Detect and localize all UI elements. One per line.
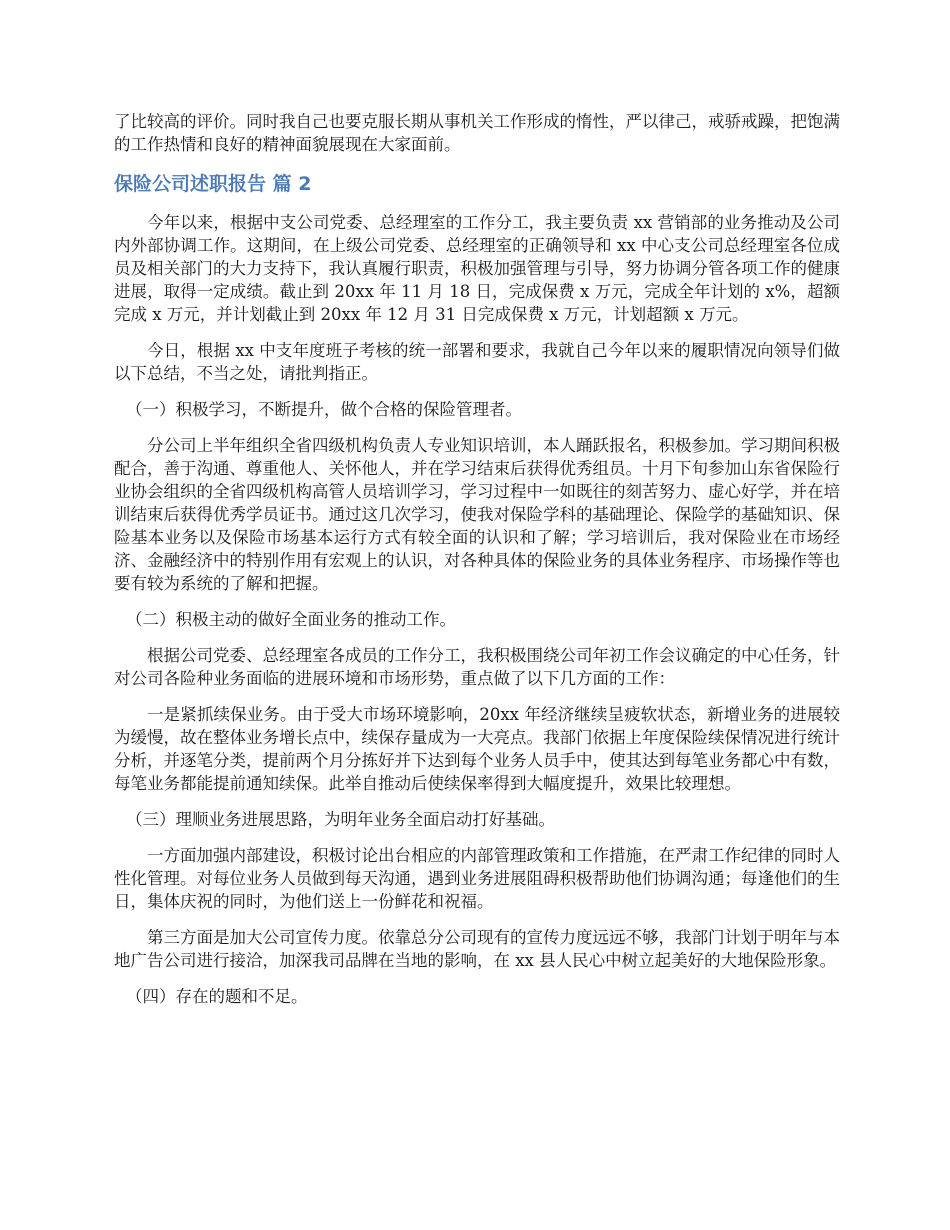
body-paragraph: 根据公司党委、总经理室各成员的工作分工，我积极围绕公司年初工作会议确定的中心任务，针对公司各险种业务面临的进展环境和市场形势，重点做了以下几方面的工作： — [114, 646, 840, 688]
body-paragraph: 分公司上半年组织全省四级机构负责人专业知识培训，本人踊跃报名，积极参加。学习期间积极配合，善于沟通、尊重他人、关怀他人，并在学习结束后获得优秀组员。十月下旬参加山东省保险行业协会组织的全省四级机构高管人员培训学习，学习过程中一如既往的刻苦努力、虚心好学，并在培训结束后获得优秀学员证书。通过这几次学习，使我对保险学科的基础理论、保险学的基础知识、保险基本业务以及保险市场基本运行方式有较全面的认识和了解；学习培训后，我对保险业在市场经济、金融经济中的特别作用有宏观上的认识，对各种具体的保险业务的具体业务程序、市场操作等也要有较为系统的了解和把握。 — [114, 436, 840, 593]
intro-paragraph: 了比较高的评价。同时我自己也要克服长期从事机关工作形成的惰性，严以律己，戒骄戒躁，把饱满的工作热情和良好的精神面貌展现在大家面前。 — [114, 112, 840, 154]
body-paragraph: 一方面加强内部建设，积极讨论出台相应的内部管理政策和工作措施，在严肃工作纪律的同时人性化管理。对每位业务人员做到每天沟通，遇到业务进展阻碍积极帮助他们协调沟通；每逢他们的生日，集体庆祝的同时，为他们送上一份鲜花和祝福。 — [114, 846, 840, 911]
subsection-heading: （四）存在的题和不足。 — [126, 987, 308, 1006]
subsection-heading: （三）理顺业务进展思路，为明年业务全面启动打好基础。 — [126, 810, 555, 829]
body-paragraph: 第三方面是加大公司宣传力度。依靠总分公司现有的宣传力度远远不够，我部门计划于明年与本地广告公司进行接洽，加深我司品牌在当地的影响，在 xx 县人民心中树立起美好的大地保险形象。 — [114, 928, 840, 970]
body-paragraph: 今日，根据 xx 中支年度班子考核的统一部署和要求，我就自己今年以来的履职情况向领导们做以下总结，不当之处，请批判指正。 — [114, 341, 840, 383]
section-title: 保险公司述职报告 篇 2 — [114, 173, 312, 195]
body-paragraph: 今年以来，根据中支公司党委、总经理室的工作分工，我主要负责 xx 营销部的业务推动及公司内外部协调工作。这期间，在上级公司党委、总经理室的正确领导和 xx 中心支公司总经理室各位成员及相关部门的大力支持下，我认真履行职责，积极加强管理与引导，努力协调分管各项工作的健康进展，取得一定成绩。截止到 20xx 年 11 月 18 日，完成保费 x 万元，完成全年计划的 x%，超额完成 x 万元，并计划截止到 20xx 年 12 月 31 日完成保费 x 万元，计划超额 x 万元。 — [114, 213, 840, 324]
document-page — [114, 110, 840, 1021]
subsection-heading: （二）积极主动的做好全面业务的推动工作。 — [126, 610, 456, 629]
subsection-heading: （一）积极学习，不断提升，做个合格的保险管理者。 — [126, 400, 522, 419]
body-paragraph: 一是紧抓续保业务。由于受大市场环境影响，20xx 年经济继续呈疲软状态，新增业务的进展较为缓慢，故在整体业务增长点中，续保存量成为一大亮点。我部门依据上年度保险续保情况进行统计分析，并逐笔分类，提前两个月分拣好并下达到每个业务人员手中，使其达到每笔业务都心中有数，每笔业务都能提前通知续保。此举自推动后使续保率得到大幅度提升，效果比较理想。 — [114, 705, 840, 793]
